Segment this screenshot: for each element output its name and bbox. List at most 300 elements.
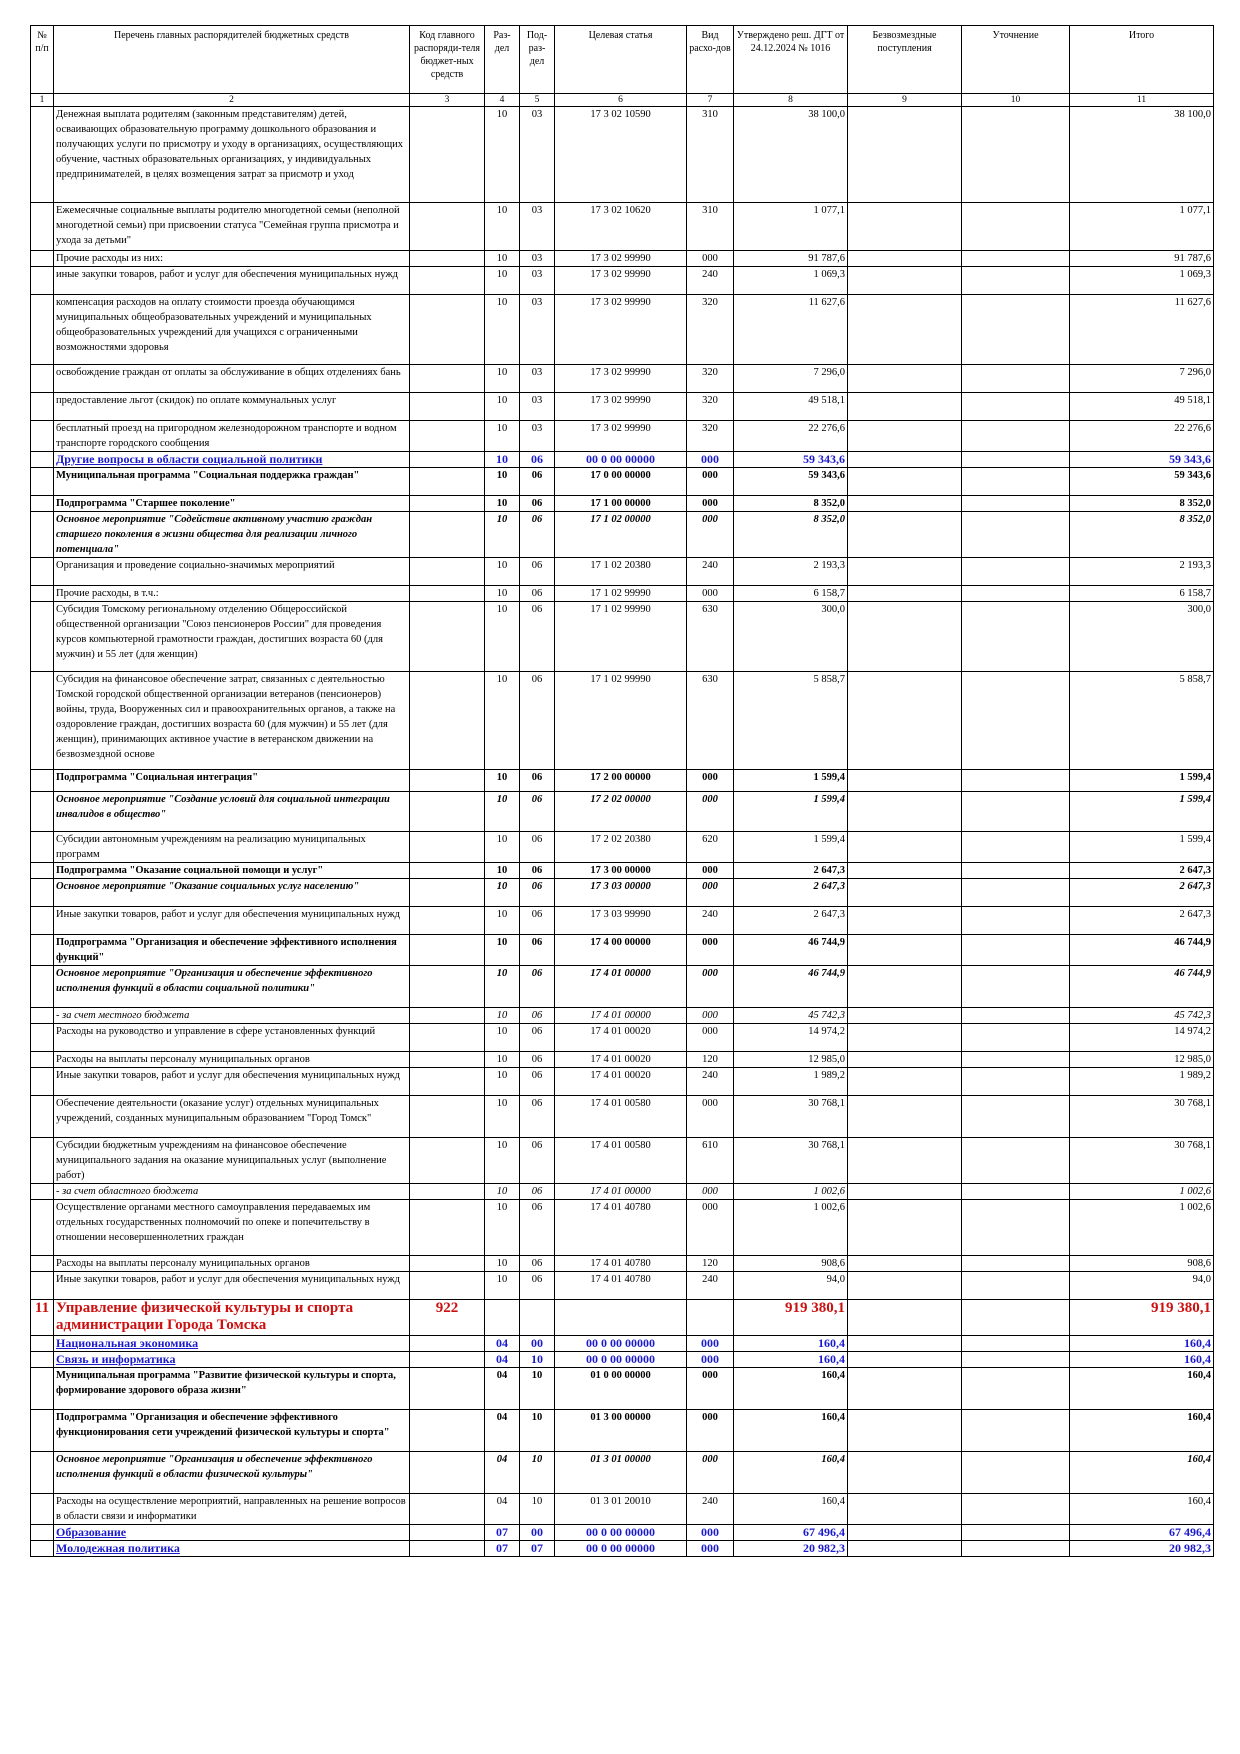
cell-total: 20 982,3 — [1070, 1541, 1214, 1557]
table-row — [31, 393, 1214, 421]
cell-approved: 1 989,2 — [734, 1068, 848, 1096]
cell-adjustment — [962, 602, 1070, 672]
cell-approved: 67 496,4 — [734, 1525, 848, 1541]
cell-adjustment — [962, 966, 1070, 1008]
cell-approved: 7 296,0 — [734, 365, 848, 393]
cell-adjustment — [962, 1352, 1070, 1368]
cell-target: 17 4 01 40780 — [555, 1200, 687, 1256]
cell-number — [31, 251, 54, 267]
cell-number — [31, 558, 54, 586]
cell-expense-type: 000 — [687, 586, 734, 602]
cell-target: 17 3 02 99990 — [555, 295, 687, 365]
cell-grants — [848, 452, 962, 468]
cell-approved: 160,4 — [734, 1368, 848, 1410]
cell-section: 10 — [485, 1200, 520, 1256]
cell-target: 00 0 00 00000 — [555, 1336, 687, 1352]
table-row — [31, 1024, 1214, 1052]
table-row — [31, 421, 1214, 452]
cell-approved: 1 069,3 — [734, 267, 848, 295]
cell-adjustment — [962, 468, 1070, 496]
cell-target: 17 4 01 00000 — [555, 1184, 687, 1200]
cell-adjustment — [962, 586, 1070, 602]
cell-name: Прочие расходы, в т.ч.: — [54, 586, 410, 602]
table-row — [31, 1200, 1214, 1256]
cell-grants — [848, 558, 962, 586]
cell-number — [31, 1525, 54, 1541]
cell-approved: 6 158,7 — [734, 586, 848, 602]
cell-adjustment — [962, 267, 1070, 295]
cell-section: 10 — [485, 107, 520, 203]
cell-expense-type: 320 — [687, 295, 734, 365]
cell-code — [410, 203, 485, 251]
cell-adjustment — [962, 672, 1070, 770]
cell-number — [31, 1352, 54, 1368]
cell-target — [555, 1300, 687, 1336]
cell-adjustment — [962, 1184, 1070, 1200]
cell-code — [410, 1200, 485, 1256]
cell-subsection: 06 — [520, 770, 555, 792]
cell-adjustment — [962, 863, 1070, 879]
cell-subsection: 03 — [520, 203, 555, 251]
cell-target: 17 1 02 99990 — [555, 672, 687, 770]
table-row — [31, 1300, 1214, 1336]
cell-expense-type: 240 — [687, 907, 734, 935]
cell-grants — [848, 1068, 962, 1096]
cell-target: 17 4 01 00580 — [555, 1096, 687, 1138]
cell-target: 17 4 01 00020 — [555, 1024, 687, 1052]
cell-target: 17 4 01 00000 — [555, 966, 687, 1008]
cell-section: 10 — [485, 602, 520, 672]
cell-section: 04 — [485, 1336, 520, 1352]
cell-code — [410, 295, 485, 365]
cell-expense-type: 000 — [687, 966, 734, 1008]
cell-name: Расходы на осуществление мероприятий, направленных на решение вопросов в области связи и информатики — [54, 1494, 410, 1525]
cell-approved: 8 352,0 — [734, 496, 848, 512]
cell-subsection: 06 — [520, 1008, 555, 1024]
cell-section: 10 — [485, 1052, 520, 1068]
cell-total: 160,4 — [1070, 1452, 1214, 1494]
cell-section: 10 — [485, 1184, 520, 1200]
cell-subsection: 06 — [520, 1052, 555, 1068]
cell-code — [410, 672, 485, 770]
cell-total: 12 985,0 — [1070, 1052, 1214, 1068]
cell-subsection: 06 — [520, 672, 555, 770]
cell-target: 17 1 02 99990 — [555, 586, 687, 602]
cell-code — [410, 586, 485, 602]
cell-expense-type: 630 — [687, 672, 734, 770]
cell-total: 300,0 — [1070, 602, 1214, 672]
cell-section: 10 — [485, 770, 520, 792]
cell-section: 10 — [485, 792, 520, 832]
cell-approved: 30 768,1 — [734, 1096, 848, 1138]
cell-total: 2 647,3 — [1070, 907, 1214, 935]
column-number-row — [31, 94, 1214, 107]
cell-section: 10 — [485, 832, 520, 863]
cell-total: 7 296,0 — [1070, 365, 1214, 393]
col-number: 10 — [962, 94, 1070, 107]
cell-name: Субсидии автономным учреждениям на реализацию муниципальных программ — [54, 832, 410, 863]
cell-grants — [848, 1256, 962, 1272]
cell-subsection: 06 — [520, 512, 555, 558]
cell-number — [31, 770, 54, 792]
cell-expense-type: 000 — [687, 1096, 734, 1138]
cell-section: 10 — [485, 586, 520, 602]
cell-target: 17 1 02 20380 — [555, 558, 687, 586]
cell-subsection: 06 — [520, 907, 555, 935]
cell-number — [31, 1184, 54, 1200]
cell-adjustment — [962, 1452, 1070, 1494]
cell-subsection: 06 — [520, 966, 555, 1008]
col-number: 4 — [485, 94, 520, 107]
cell-adjustment — [962, 1138, 1070, 1184]
cell-code — [410, 107, 485, 203]
cell-subsection: 06 — [520, 1096, 555, 1138]
cell-subsection: 03 — [520, 267, 555, 295]
cell-code — [410, 267, 485, 295]
col-number: 11 — [1070, 94, 1214, 107]
cell-adjustment — [962, 251, 1070, 267]
cell-code — [410, 1452, 485, 1494]
cell-subsection: 06 — [520, 863, 555, 879]
cell-code — [410, 1494, 485, 1525]
cell-number: 11 — [31, 1300, 54, 1336]
cell-code — [410, 1024, 485, 1052]
table-row — [31, 203, 1214, 251]
cell-total: 14 974,2 — [1070, 1024, 1214, 1052]
cell-name: Основное мероприятие "Создание условий для социальной интеграции инвалидов в общество" — [54, 792, 410, 832]
table-row — [31, 1256, 1214, 1272]
col-header-subsection: Под-раз-дел — [520, 26, 555, 94]
cell-expense-type: 320 — [687, 365, 734, 393]
cell-name: Осуществление органами местного самоуправления передаваемых им отдельных государственных полномочий по опеке и попечительству в отношении несовершеннолетних граждан — [54, 1200, 410, 1256]
cell-adjustment — [962, 558, 1070, 586]
cell-name: Образование — [54, 1525, 410, 1541]
cell-adjustment — [962, 295, 1070, 365]
cell-target: 01 3 00 00000 — [555, 1410, 687, 1452]
cell-approved: 5 858,7 — [734, 672, 848, 770]
cell-section: 10 — [485, 672, 520, 770]
cell-target: 01 0 00 00000 — [555, 1368, 687, 1410]
cell-expense-type: 240 — [687, 1068, 734, 1096]
cell-expense-type: 000 — [687, 1410, 734, 1452]
cell-total: 160,4 — [1070, 1352, 1214, 1368]
cell-number — [31, 907, 54, 935]
cell-approved: 300,0 — [734, 602, 848, 672]
cell-grants — [848, 1541, 962, 1557]
cell-subsection: 06 — [520, 452, 555, 468]
cell-code — [410, 1068, 485, 1096]
cell-subsection: 06 — [520, 1068, 555, 1096]
cell-grants — [848, 1096, 962, 1138]
cell-name: Основное мероприятие "Организация и обеспечение эффективного исполнения функций в области социальной политики" — [54, 966, 410, 1008]
cell-target: 17 3 02 99990 — [555, 251, 687, 267]
cell-adjustment — [962, 1525, 1070, 1541]
cell-number — [31, 496, 54, 512]
cell-adjustment — [962, 1256, 1070, 1272]
cell-grants — [848, 251, 962, 267]
table-row — [31, 770, 1214, 792]
cell-number — [31, 452, 54, 468]
cell-target: 17 1 00 00000 — [555, 496, 687, 512]
cell-adjustment — [962, 792, 1070, 832]
cell-adjustment — [962, 1024, 1070, 1052]
cell-section: 10 — [485, 1138, 520, 1184]
cell-name: Другие вопросы в области социальной политики — [54, 452, 410, 468]
cell-adjustment — [962, 1272, 1070, 1300]
cell-grants — [848, 421, 962, 452]
cell-number — [31, 966, 54, 1008]
cell-section: 10 — [485, 966, 520, 1008]
cell-expense-type: 240 — [687, 558, 734, 586]
col-header-expense-type: Вид расхо-дов — [687, 26, 734, 94]
table-row — [31, 966, 1214, 1008]
cell-subsection: 06 — [520, 468, 555, 496]
cell-code — [410, 452, 485, 468]
cell-total: 5 858,7 — [1070, 672, 1214, 770]
table-row — [31, 1494, 1214, 1525]
cell-code — [410, 1008, 485, 1024]
cell-number — [31, 935, 54, 966]
cell-adjustment — [962, 879, 1070, 907]
cell-target: 17 3 03 99990 — [555, 907, 687, 935]
cell-number — [31, 1024, 54, 1052]
cell-subsection: 03 — [520, 393, 555, 421]
cell-adjustment — [962, 512, 1070, 558]
cell-name: Основное мероприятие "Организация и обеспечение эффективного исполнения функций в области физической культуры" — [54, 1452, 410, 1494]
cell-expense-type: 000 — [687, 863, 734, 879]
cell-subsection: 06 — [520, 1138, 555, 1184]
cell-approved: 1 077,1 — [734, 203, 848, 251]
cell-grants — [848, 1008, 962, 1024]
cell-expense-type: 000 — [687, 1024, 734, 1052]
cell-total: 919 380,1 — [1070, 1300, 1214, 1336]
table-row — [31, 586, 1214, 602]
cell-name: Денежная выплата родителям (законным представителям) детей, осваивающих образовательную программу дошкольного образования и получающих услуги по присмотру и уходу в организациях, осуществляющих обучение, частных образовательных организациях, у индивидуальных предпринимателей, в целях возмещения затрат за присмотр и уход — [54, 107, 410, 203]
cell-target: 00 0 00 00000 — [555, 1525, 687, 1541]
cell-expense-type: 000 — [687, 1541, 734, 1557]
cell-section: 10 — [485, 1096, 520, 1138]
cell-name: Расходы на руководство и управление в сфере установленных функций — [54, 1024, 410, 1052]
cell-subsection: 00 — [520, 1525, 555, 1541]
cell-adjustment — [962, 935, 1070, 966]
cell-adjustment — [962, 1052, 1070, 1068]
cell-total: 1 069,3 — [1070, 267, 1214, 295]
cell-total: 8 352,0 — [1070, 512, 1214, 558]
cell-total: 1 599,4 — [1070, 832, 1214, 863]
cell-total: 908,6 — [1070, 1256, 1214, 1272]
cell-target: 17 3 02 99990 — [555, 393, 687, 421]
cell-number — [31, 512, 54, 558]
cell-approved: 2 647,3 — [734, 863, 848, 879]
cell-adjustment — [962, 393, 1070, 421]
cell-approved: 1 002,6 — [734, 1200, 848, 1256]
cell-adjustment — [962, 1541, 1070, 1557]
cell-section: 04 — [485, 1452, 520, 1494]
cell-section: 10 — [485, 1024, 520, 1052]
cell-subsection: 06 — [520, 1256, 555, 1272]
cell-number — [31, 1494, 54, 1525]
cell-name: Национальная экономика — [54, 1336, 410, 1352]
table-row — [31, 468, 1214, 496]
cell-grants — [848, 107, 962, 203]
table-row — [31, 1068, 1214, 1096]
cell-adjustment — [962, 452, 1070, 468]
cell-number — [31, 1052, 54, 1068]
col-header-name: Перечень главных распорядителей бюджетных средств — [54, 26, 410, 94]
cell-grants — [848, 512, 962, 558]
cell-subsection: 06 — [520, 1272, 555, 1300]
cell-total: 160,4 — [1070, 1410, 1214, 1452]
cell-number — [31, 792, 54, 832]
cell-subsection: 06 — [520, 1184, 555, 1200]
cell-section: 10 — [485, 1256, 520, 1272]
col-number: 5 — [520, 94, 555, 107]
cell-section: 07 — [485, 1525, 520, 1541]
cell-number — [31, 586, 54, 602]
cell-approved: 11 627,6 — [734, 295, 848, 365]
cell-code — [410, 1184, 485, 1200]
cell-number — [31, 365, 54, 393]
col-header-code: Код главного распоряди-теля бюджет-ных средств — [410, 26, 485, 94]
cell-grants — [848, 792, 962, 832]
cell-code — [410, 1096, 485, 1138]
cell-name: компенсация расходов на оплату стоимости проезда обучающимся муниципальных общеобразовательных учреждений и муниципальных общеобразовательных учреждений для учащихся с ограниченными возможностями здоровья — [54, 295, 410, 365]
cell-section: 10 — [485, 1272, 520, 1300]
cell-name: Иные закупки товаров, работ и услуг для обеспечения муниципальных нужд — [54, 1068, 410, 1096]
cell-grants — [848, 1410, 962, 1452]
cell-total: 1 002,6 — [1070, 1184, 1214, 1200]
table-row — [31, 832, 1214, 863]
table-row — [31, 1272, 1214, 1300]
cell-expense-type: 000 — [687, 468, 734, 496]
cell-grants — [848, 1452, 962, 1494]
cell-name: освобождение граждан от оплаты за обслуживание в общих отделениях бань — [54, 365, 410, 393]
cell-subsection: 06 — [520, 792, 555, 832]
cell-adjustment — [962, 1368, 1070, 1410]
col-number: 6 — [555, 94, 687, 107]
cell-number — [31, 1452, 54, 1494]
cell-number — [31, 421, 54, 452]
cell-adjustment — [962, 421, 1070, 452]
cell-approved: 49 518,1 — [734, 393, 848, 421]
cell-name: иные закупки товаров, работ и услуг для обеспечения муниципальных нужд — [54, 267, 410, 295]
cell-total: 22 276,6 — [1070, 421, 1214, 452]
cell-name: Иные закупки товаров, работ и услуг для обеспечения муниципальных нужд — [54, 907, 410, 935]
col-number: 9 — [848, 94, 962, 107]
cell-approved: 59 343,6 — [734, 452, 848, 468]
cell-expense-type: 000 — [687, 512, 734, 558]
cell-target: 17 4 01 00020 — [555, 1068, 687, 1096]
cell-subsection: 06 — [520, 879, 555, 907]
cell-name: - за счет местного бюджета — [54, 1008, 410, 1024]
cell-subsection: 06 — [520, 832, 555, 863]
cell-section: 10 — [485, 496, 520, 512]
cell-name: Субсидия Томскому региональному отделению Общероссийской общественной организации "Союз пенсионеров России" для проведения курсов компьютерной грамотности граждан, достигших возраста 60 (для мужчин) и 55 лет (для женщин) — [54, 602, 410, 672]
cell-target: 17 4 01 00580 — [555, 1138, 687, 1184]
cell-expense-type: 000 — [687, 879, 734, 907]
cell-section: 10 — [485, 203, 520, 251]
table-row — [31, 879, 1214, 907]
cell-number — [31, 1008, 54, 1024]
cell-grants — [848, 295, 962, 365]
col-header-section: Раз-дел — [485, 26, 520, 94]
table-row — [31, 792, 1214, 832]
cell-grants — [848, 1352, 962, 1368]
cell-number — [31, 295, 54, 365]
cell-code — [410, 1410, 485, 1452]
cell-section: 10 — [485, 452, 520, 468]
cell-name: Обеспечение деятельности (оказание услуг) отдельных муниципальных учреждений, созданных муниципальным образованием "Город Томск" — [54, 1096, 410, 1138]
cell-approved: 1 599,4 — [734, 770, 848, 792]
table-row — [31, 1368, 1214, 1410]
cell-section: 10 — [485, 558, 520, 586]
cell-section: 07 — [485, 1541, 520, 1557]
cell-approved: 2 647,3 — [734, 879, 848, 907]
table-row — [31, 1052, 1214, 1068]
cell-grants — [848, 393, 962, 421]
cell-number — [31, 107, 54, 203]
cell-target: 17 1 02 99990 — [555, 602, 687, 672]
cell-number — [31, 1541, 54, 1557]
cell-total: 59 343,6 — [1070, 468, 1214, 496]
cell-total: 1 989,2 — [1070, 1068, 1214, 1096]
cell-approved: 2 193,3 — [734, 558, 848, 586]
cell-approved: 30 768,1 — [734, 1138, 848, 1184]
cell-number — [31, 1410, 54, 1452]
cell-name: Субсидия на финансовое обеспечение затрат, связанных с деятельностью Томской городской общественной организации ветеранов (пенсионеров) войны, труда, Вооруженных сил и правоохранительных органов, а также на оздоровление граждан, достигших возраста 60 (для мужчин) и 55 лет (для женщин), принимающих активное участие в ветеранском движении на безвозмездной основе — [54, 672, 410, 770]
cell-total: 91 787,6 — [1070, 251, 1214, 267]
table-row — [31, 1096, 1214, 1138]
cell-adjustment — [962, 203, 1070, 251]
cell-expense-type — [687, 1300, 734, 1336]
cell-expense-type: 000 — [687, 792, 734, 832]
cell-grants — [848, 365, 962, 393]
cell-grants — [848, 907, 962, 935]
cell-target: 17 2 00 00000 — [555, 770, 687, 792]
cell-total: 30 768,1 — [1070, 1096, 1214, 1138]
cell-total: 1 002,6 — [1070, 1200, 1214, 1256]
cell-total: 8 352,0 — [1070, 496, 1214, 512]
col-number: 3 — [410, 94, 485, 107]
cell-subsection: 10 — [520, 1452, 555, 1494]
cell-approved: 908,6 — [734, 1256, 848, 1272]
cell-expense-type: 000 — [687, 1184, 734, 1200]
cell-name: Субсидии бюджетным учреждениям на финансовое обеспечение муниципального задания на оказание муниципальных услуг (выполнение работ) — [54, 1138, 410, 1184]
cell-expense-type: 000 — [687, 1352, 734, 1368]
cell-number — [31, 267, 54, 295]
cell-grants — [848, 935, 962, 966]
cell-grants — [848, 1138, 962, 1184]
cell-code — [410, 512, 485, 558]
table-row — [31, 907, 1214, 935]
cell-section: 10 — [485, 295, 520, 365]
cell-target: 17 2 02 20380 — [555, 832, 687, 863]
col-number: 7 — [687, 94, 734, 107]
cell-approved: 2 647,3 — [734, 907, 848, 935]
table-row — [31, 452, 1214, 468]
cell-grants — [848, 1368, 962, 1410]
cell-code — [410, 496, 485, 512]
col-number: 8 — [734, 94, 848, 107]
cell-approved: 14 974,2 — [734, 1024, 848, 1052]
cell-total: 2 647,3 — [1070, 879, 1214, 907]
cell-adjustment — [962, 1410, 1070, 1452]
cell-adjustment — [962, 1008, 1070, 1024]
cell-expense-type: 320 — [687, 393, 734, 421]
cell-subsection: 10 — [520, 1352, 555, 1368]
cell-section: 04 — [485, 1368, 520, 1410]
cell-total: 2 647,3 — [1070, 863, 1214, 879]
